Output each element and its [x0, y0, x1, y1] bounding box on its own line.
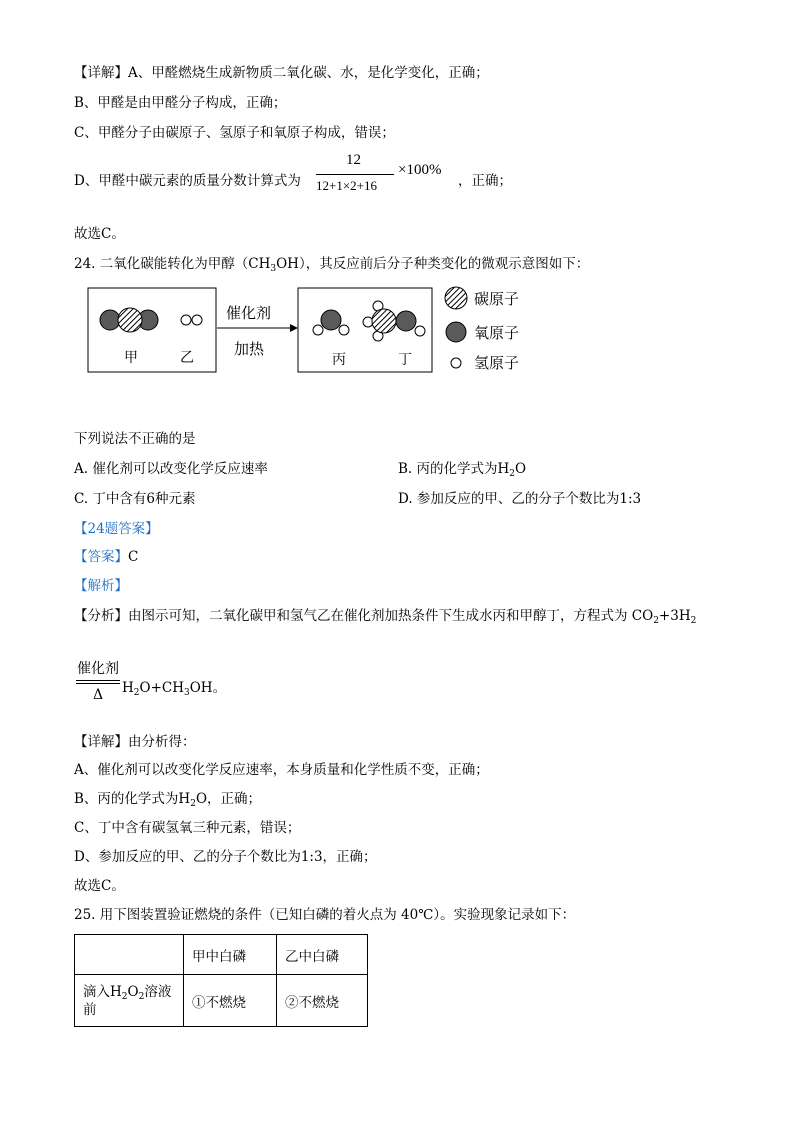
detail-b-part-b: O，正确； [195, 791, 262, 807]
detail-b-subscript: 2 [190, 799, 196, 809]
mass-fraction-formula [316, 152, 456, 198]
table-row [75, 975, 368, 1027]
hydrogen-atom-icon [181, 315, 191, 325]
analysis-header: 【解析】 [74, 578, 128, 594]
row1-label-sub-1: 2 [121, 991, 128, 1002]
arrow-head-icon [290, 324, 298, 332]
legend-oxygen-icon [446, 322, 466, 342]
answer-line [74, 548, 138, 566]
oxygen-atom-icon [100, 310, 120, 330]
legend-hydrogen-icon [451, 358, 461, 368]
answer-label: 【答案】 [74, 549, 128, 565]
hydrogen-atom-icon [192, 315, 202, 325]
equation-double-bar [76, 680, 120, 684]
detail-d: D、参加反应的甲、乙的分子个数比为1:3，正确； [74, 849, 377, 865]
equation-products [122, 679, 226, 697]
detail-header: 【详解】由分析得： [74, 734, 196, 750]
detail-line-a: 【详解】A、甲醛燃烧生成新物质二氧化碳、水，是化学变化，正确； [74, 65, 489, 81]
equation-delta: Δ [92, 687, 104, 703]
oxygen-atom-icon [396, 311, 416, 331]
legend-carbon-label: 碳原子 [474, 290, 520, 308]
detail-b-part-a: B、丙的化学式为H [74, 791, 191, 807]
detail-a: A、催化剂可以改变化学反应速率，本身质量和化学性质不变，正确； [74, 762, 489, 778]
table-header-yi: 乙中白磷 [277, 935, 368, 975]
fraction-bar [316, 174, 394, 175]
row1-label-part-c: 溶液 [144, 983, 172, 1000]
detail-b [74, 790, 261, 808]
hydrogen-atom-icon [313, 325, 323, 335]
row1-label-part-a: 滴入H [83, 983, 122, 1000]
products-part-c: OH。 [189, 680, 227, 696]
fraction-multiplier: ×100% [398, 162, 442, 178]
table-header-blank [75, 935, 184, 975]
products-subscript-2: 3 [184, 688, 190, 698]
table-header-row [75, 935, 368, 975]
answer-value: C [128, 549, 139, 565]
q25-stem: 25. 用下图装置验证燃烧的条件（已知白磷的着火点为 40℃）。实验现象记录如下： [74, 907, 576, 923]
label-ding: 丁 [398, 352, 412, 368]
fraction-denominator: 12+1×2+16 [316, 178, 377, 193]
hydrogen-atom-icon [339, 325, 349, 335]
analysis-subscript-2: 2 [690, 616, 697, 626]
analysis-subscript-1: 2 [653, 616, 659, 626]
row1-yi: ②不燃烧 [277, 975, 368, 1027]
answer-header: 【24题答案】 [74, 521, 159, 537]
products-part-a: H [122, 680, 134, 696]
analysis-part-b: +3H [658, 608, 691, 624]
option-b-part-a: B. 丙的化学式为H [398, 461, 510, 477]
hydrogen-atom-icon [363, 317, 373, 327]
equation-condition [76, 660, 120, 704]
oxygen-atom-icon [321, 310, 341, 330]
detail-line-b: B、甲醛是由甲醛分子构成，正确； [74, 95, 287, 111]
label-yi: 乙 [180, 350, 194, 366]
fraction-numerator: 12 [346, 152, 361, 168]
label-jia: 甲 [124, 350, 138, 366]
detail-line-d-prefix: D、甲醛中碳元素的质量分数计算式为 [74, 173, 301, 189]
legend-oxygen-label: 氧原子 [474, 324, 520, 342]
option-c: C. 丁中含有6种元素 [74, 491, 196, 507]
carbon-atom-icon [118, 308, 142, 332]
products-subscript-1: 2 [133, 688, 140, 698]
detail-line-c: C、甲醛分子由碳原子、氢原子和氧原子构成，错误； [74, 125, 395, 141]
row1-label-sub-2: 2 [138, 991, 145, 1002]
option-d: D. 参加反应的甲、乙的分子个数比为1:3 [398, 491, 642, 507]
q24-stem [74, 255, 589, 273]
table-header-jia: 甲中白磷 [184, 935, 277, 975]
q24-stem-part-a: 24. 二氧化碳能转化为甲醇（CH [74, 256, 271, 272]
hydrogen-atom-icon [415, 326, 425, 336]
q24-prompt: 下列说法不正确的是 [74, 431, 196, 447]
catalyst-label: 催化剂 [226, 304, 272, 322]
detail-line-d-suffix: ，正确； [458, 173, 512, 189]
analysis-line [74, 607, 696, 625]
option-b-part-b: O [515, 461, 527, 477]
q24-stem-part-b: OH），其反应前后分子种类变化的微观示意图如下： [276, 256, 590, 272]
legend-hydrogen-label: 氢原子 [474, 354, 520, 372]
option-b [398, 460, 526, 478]
detail-c: C、丁中含有碳氢氧三种元素，错误； [74, 820, 301, 836]
q23-choice: 故选C。 [74, 226, 125, 242]
q24-stem-subscript: 3 [270, 264, 277, 274]
q24-choice: 故选C。 [74, 878, 125, 894]
row1-label [75, 975, 184, 1027]
option-b-subscript: 2 [509, 469, 516, 479]
legend-carbon-icon [445, 287, 467, 309]
equation-catalyst: 催化剂 [77, 661, 119, 677]
experiment-table [74, 934, 368, 1027]
option-a: A. 催化剂可以改变化学反应速率 [74, 461, 268, 477]
row1-label-part-d: 前 [83, 1001, 97, 1018]
reaction-micro-diagram [80, 282, 540, 382]
label-bing: 丙 [332, 352, 346, 368]
heating-label: 加热 [234, 340, 265, 358]
row1-label-part-b: O [127, 983, 139, 1000]
products-part-b: O+CH [139, 680, 184, 696]
analysis-part-a: 【分析】由图示可知，二氧化碳甲和氢气乙在催化剂加热条件下生成水丙和甲醇丁，方程式为 CO [74, 608, 654, 624]
carbon-atom-icon [372, 309, 396, 333]
row1-jia: ①不燃烧 [184, 975, 277, 1027]
